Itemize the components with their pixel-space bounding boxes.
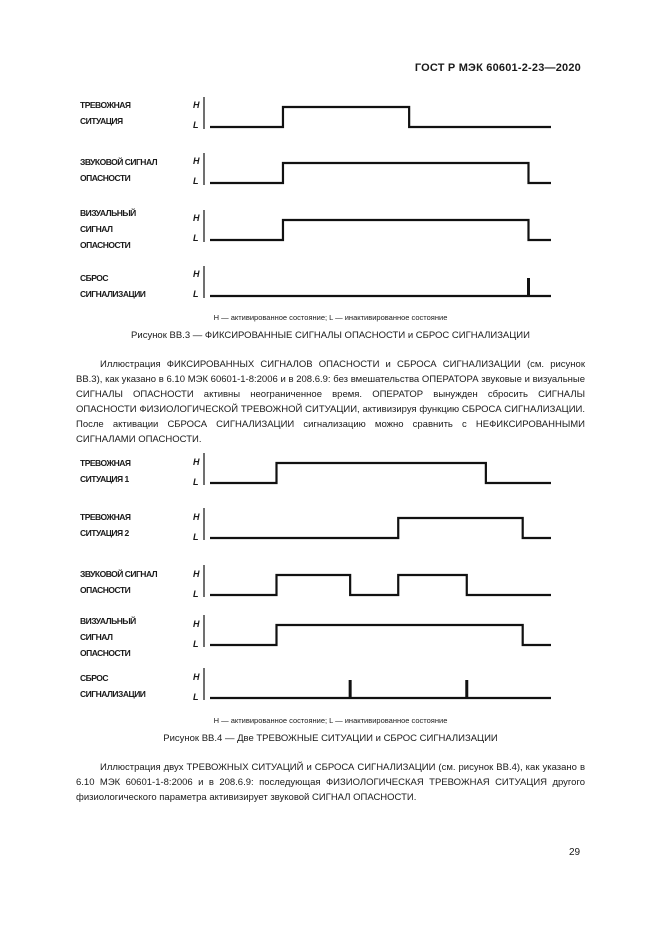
axis-low-label: L [193,639,199,649]
figure-legend: H — активированное состояние; L — инактивированное состояние [213,716,448,725]
axis-high-label: H [193,269,200,279]
axis-high-label: H [193,156,200,166]
signal-label-reset: СБРОС СИГНАЛИЗАЦИИ [80,673,146,699]
axis-low-label: L [193,176,199,186]
signal-waveform [210,518,551,538]
axis-low-label: L [193,233,199,243]
signal-waveform [210,625,551,645]
signal-label-visual: ВИЗУАЛЬНЫЙ СИГНАЛ ОПАСНОСТИ [80,616,136,658]
paragraph-text: Иллюстрация ФИКСИРОВАННЫХ СИГНАЛОВ ОПАСНОСТИ и СБРОСА СИГНАЛИЗАЦИИ (см. рисунок BB.3), как указано в 6.10 МЭК 60601-1-8:2006 и в 208.6.9: без вмешательства ОПЕРАТОРА звуковые и визуальные СИГНАЛЫ ОПАСНОСТИ активны неограниченное время. ОПЕРАТОР вынужден сбросить СИГНАЛЫ ОПАСНОСТИ ФИЗИОЛОГИЧЕСКОЙ ТРЕВОЖНОЙ СИТУАЦИИ, активизируя функцию СБРОСА СИГНАЛИЗАЦИИ. После активации СБРОСА СИГНАЛИЗАЦИИ сигнализацию можно сравнить с НЕФИКСИРОВАННЫМИ СИГНАЛАМИ ОПАСНОСТИ. [76,359,585,445]
axis-high-label: H [193,672,200,682]
figure-caption: Рисунок BB.3 — ФИКСИРОВАННЫЕ СИГНАЛЫ ОПАСНОСТИ и СБРОС СИГНАЛИЗАЦИИ [131,330,530,341]
axis-low-label: L [193,532,199,542]
signal-waveform [210,463,551,483]
axis-low-label: L [193,692,199,702]
signal-label-visual: ВИЗУАЛЬНЫЙ СИГНАЛ ОПАСНОСТИ [80,208,136,250]
axis-high-label: H [193,100,200,110]
axis-high-label: H [193,619,200,629]
axis-high-label: H [193,569,200,579]
signal-waveform [210,220,551,240]
signal-label-alarm-condition-1: ТРЕВОЖНАЯ СИТУАЦИЯ 1 [80,458,131,484]
axis-low-label: L [193,477,199,487]
document-header: ГОСТ Р МЭК 60601-2-23—2020 [414,62,581,74]
signal-waveform [210,163,551,183]
axis-high-label: H [193,512,200,522]
axis-high-label: H [193,213,200,223]
signal-label-auditory: ЗВУКОВОЙ СИГНАЛ ОПАСНОСТИ [80,569,158,595]
signal-label-alarm-condition: ТРЕВОЖНАЯ СИТУАЦИЯ [80,100,131,126]
page-number: 29 [569,847,581,858]
axis-high-label: H [193,457,200,467]
axis-low-label: L [193,120,199,130]
figure-legend: H — активированное состояние; L — инактивированное состояние [213,313,448,322]
signal-waveform [210,107,551,127]
signal-label-auditory: ЗВУКОВОЙ СИГНАЛ ОПАСНОСТИ [80,157,158,183]
axis-low-label: L [193,289,199,299]
paragraph-text: Иллюстрация двух ТРЕВОЖНЫХ СИТУАЦИЙ и СБРОСА СИГНАЛИЗАЦИИ (см. рисунок BB.4), как указано в 6.10 МЭК 60601-1-8:2006 и в 208.6.9: последующая ФИЗИОЛОГИЧЕСКАЯ ТРЕВОЖНАЯ СИТУАЦИЯ другого физиологического параметра активизирует звуковой СИГНАЛ ОПАСНОСТИ. [76,762,585,803]
signal-label-reset: СБРОС СИГНАЛИЗАЦИИ [80,273,146,299]
signal-label-alarm-condition-2: ТРЕВОЖНАЯ СИТУАЦИЯ 2 [80,512,131,538]
axis-low-label: L [193,589,199,599]
figure-caption: Рисунок BB.4 — Две ТРЕВОЖНЫЕ СИТУАЦИИ и СБРОС СИГНАЛИЗАЦИИ [163,733,498,744]
signal-waveform [210,575,551,595]
